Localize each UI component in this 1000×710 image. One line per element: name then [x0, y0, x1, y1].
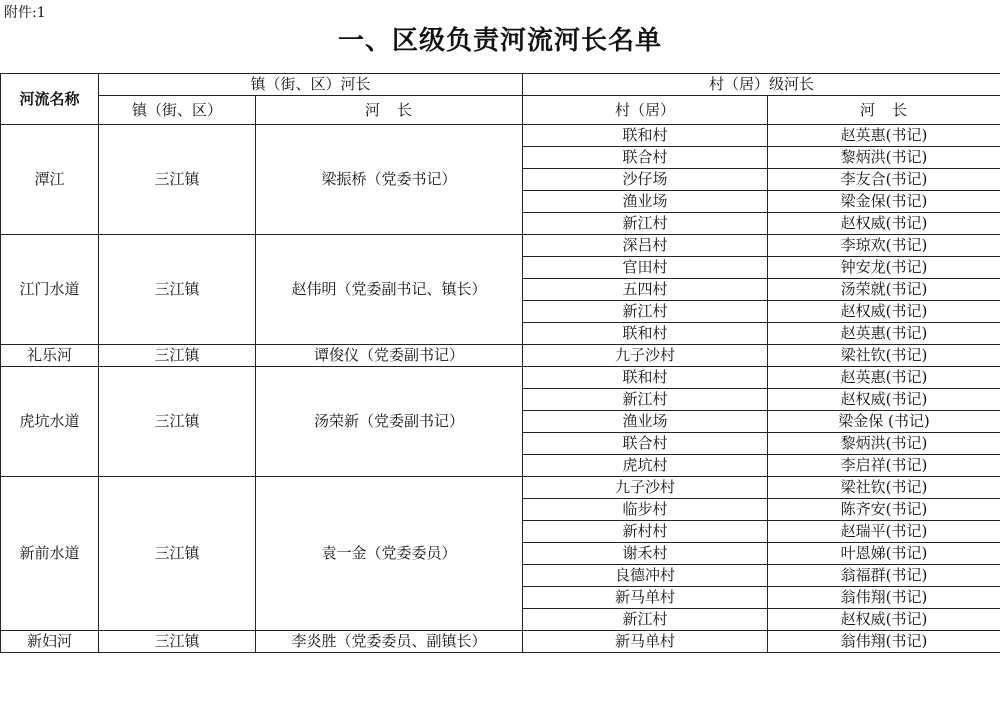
village-chief-cell: 翁伟翔(书记) [768, 587, 1000, 609]
village-cell: 新马单村 [523, 631, 768, 653]
village-cell: 九子沙村 [523, 345, 768, 367]
header-village-group: 村（居）级河长 [523, 74, 1000, 96]
village-chief-cell: 李友合(书记) [768, 169, 1000, 191]
village-cell: 虎坑村 [523, 455, 768, 477]
town-cell: 三江镇 [99, 477, 256, 631]
village-chief-cell: 翁福群(书记) [768, 565, 1000, 587]
village-chief-cell: 赵英惠(书记) [768, 323, 1000, 345]
town-cell: 三江镇 [99, 235, 256, 345]
table-row [1, 631, 1000, 653]
village-chief-cell: 赵英惠(书记) [768, 367, 1000, 389]
town-chief-cell: 李炎胜（党委委员、副镇长） [256, 631, 523, 653]
town-cell: 三江镇 [99, 345, 256, 367]
village-cell: 渔业场 [523, 411, 768, 433]
table-row [1, 235, 1000, 257]
village-cell: 新江村 [523, 213, 768, 235]
village-cell: 联合村 [523, 433, 768, 455]
village-cell: 官田村 [523, 257, 768, 279]
village-chief-cell: 陈齐安(书记) [768, 499, 1000, 521]
village-cell: 深吕村 [523, 235, 768, 257]
river-name-cell: 江门水道 [1, 235, 99, 345]
village-chief-cell: 李启祥(书记) [768, 455, 1000, 477]
town-chief-cell: 梁振桥（党委书记） [256, 125, 523, 235]
village-chief-cell: 赵英惠(书记) [768, 125, 1000, 147]
river-name-cell: 虎坑水道 [1, 367, 99, 477]
village-cell: 渔业场 [523, 191, 768, 213]
village-chief-cell: 梁社钦(书记) [768, 345, 1000, 367]
village-cell: 新马单村 [523, 587, 768, 609]
village-chief-cell: 梁金保 (书记) [768, 411, 1000, 433]
table-row [1, 345, 1000, 367]
header-town-chief: 河 长 [256, 96, 523, 125]
village-cell: 良德冲村 [523, 565, 768, 587]
header-town-group: 镇（街、区）河长 [99, 74, 523, 96]
table-row [1, 367, 1000, 389]
town-chief-cell: 赵伟明（党委副书记、镇长） [256, 235, 523, 345]
village-cell: 联和村 [523, 323, 768, 345]
village-cell: 沙仔场 [523, 169, 768, 191]
header-river-name: 河流名称 [1, 74, 99, 125]
village-cell: 新江村 [523, 301, 768, 323]
town-chief-cell: 汤荣新（党委副书记） [256, 367, 523, 477]
village-chief-cell: 赵权威(书记) [768, 213, 1000, 235]
village-cell: 新江村 [523, 609, 768, 631]
village-cell: 新江村 [523, 389, 768, 411]
page-title: 一、区级负责河流河长名单 [337, 26, 662, 56]
town-chief-cell: 谭俊仪（党委副书记） [256, 345, 523, 367]
town-cell: 三江镇 [99, 631, 256, 653]
village-cell: 联和村 [523, 125, 768, 147]
table-row [1, 477, 1000, 499]
village-cell: 谢禾村 [523, 543, 768, 565]
river-name-cell: 潭江 [1, 125, 99, 235]
table-row [1, 125, 1000, 147]
village-cell: 五四村 [523, 279, 768, 301]
village-cell: 九子沙村 [523, 477, 768, 499]
town-cell: 三江镇 [99, 125, 256, 235]
village-chief-cell: 梁金保(书记) [768, 191, 1000, 213]
river-name-cell: 新前水道 [1, 477, 99, 631]
village-cell: 新村村 [523, 521, 768, 543]
village-chief-cell: 赵权威(书记) [768, 389, 1000, 411]
town-cell: 三江镇 [99, 367, 256, 477]
village-chief-cell: 黎炳洪(书记) [768, 433, 1000, 455]
village-chief-cell: 钟安龙(书记) [768, 257, 1000, 279]
table-body [1, 125, 1000, 653]
village-chief-cell: 汤荣就(书记) [768, 279, 1000, 301]
village-cell: 联合村 [523, 147, 768, 169]
header-village: 村（居） [523, 96, 768, 125]
village-chief-cell: 赵权威(书记) [768, 301, 1000, 323]
village-cell: 临步村 [523, 499, 768, 521]
river-name-cell: 礼乐河 [1, 345, 99, 367]
village-chief-cell: 梁社钦(书记) [768, 477, 1000, 499]
village-cell: 联和村 [523, 367, 768, 389]
village-chief-cell: 李琼欢(书记) [768, 235, 1000, 257]
town-chief-cell: 袁一金（党委委员） [256, 477, 523, 631]
river-name-cell: 新妇河 [1, 631, 99, 653]
village-chief-cell: 翁伟翔(书记) [768, 631, 1000, 653]
header-town: 镇（街、区） [99, 96, 256, 125]
village-chief-cell: 赵瑞平(书记) [768, 521, 1000, 543]
village-chief-cell: 黎炳洪(书记) [768, 147, 1000, 169]
village-chief-cell: 叶恩娣(书记) [768, 543, 1000, 565]
village-chief-cell: 赵权威(书记) [768, 609, 1000, 631]
attachment-label: 附件:1 [4, 5, 46, 21]
header-village-chief: 河 长 [768, 96, 1000, 125]
river-chief-table [0, 73, 1000, 653]
